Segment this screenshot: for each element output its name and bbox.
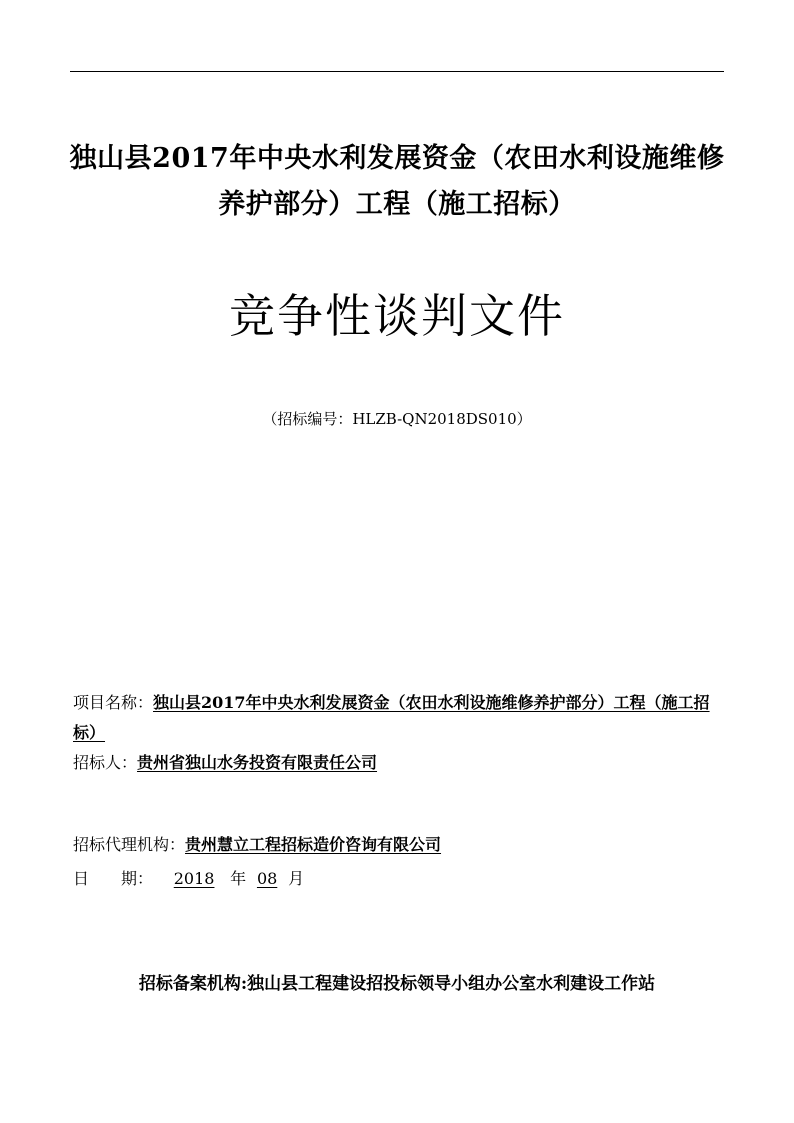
tenderer-value: 贵州省独山水务投资有限责任公司 bbox=[137, 753, 378, 772]
info-block bbox=[73, 688, 733, 894]
spacer bbox=[73, 778, 733, 830]
agency-label: 招标代理机构： bbox=[73, 835, 186, 854]
date-row bbox=[73, 864, 733, 894]
tenderer-label: 招标人： bbox=[73, 753, 138, 772]
project-name-label: 项目名称： bbox=[73, 693, 154, 712]
document-title: 竞争性谈判文件 bbox=[229, 289, 565, 343]
date-year-unit: 年 bbox=[230, 869, 247, 888]
date-month-unit: 月 bbox=[288, 869, 305, 888]
project-name-value: 独山县2017年中央水利发展资金（农田水利设施维修养护部分）工程（施工招标） bbox=[73, 693, 710, 742]
tenderer-row bbox=[73, 748, 733, 778]
agency-row bbox=[73, 830, 733, 860]
date-label: 日 期： bbox=[73, 869, 154, 888]
date-month: 08 bbox=[256, 869, 278, 888]
agency-value: 贵州慧立工程招标造价咨询有限公司 bbox=[185, 835, 442, 854]
header-rule bbox=[70, 71, 724, 72]
project-title: 独山县2017年中央水利发展资金（农田水利设施维修养护部分）工程（施工招标） bbox=[69, 143, 725, 220]
tender-number: （招标编号：HLZB-QN2018DS010） bbox=[262, 410, 532, 428]
project-name-row bbox=[73, 688, 733, 748]
date-year: 2018 bbox=[173, 869, 215, 888]
filing-agency: 招标备案机构:独山县工程建设招投标领导小组办公室水利建设工作站 bbox=[138, 974, 656, 994]
